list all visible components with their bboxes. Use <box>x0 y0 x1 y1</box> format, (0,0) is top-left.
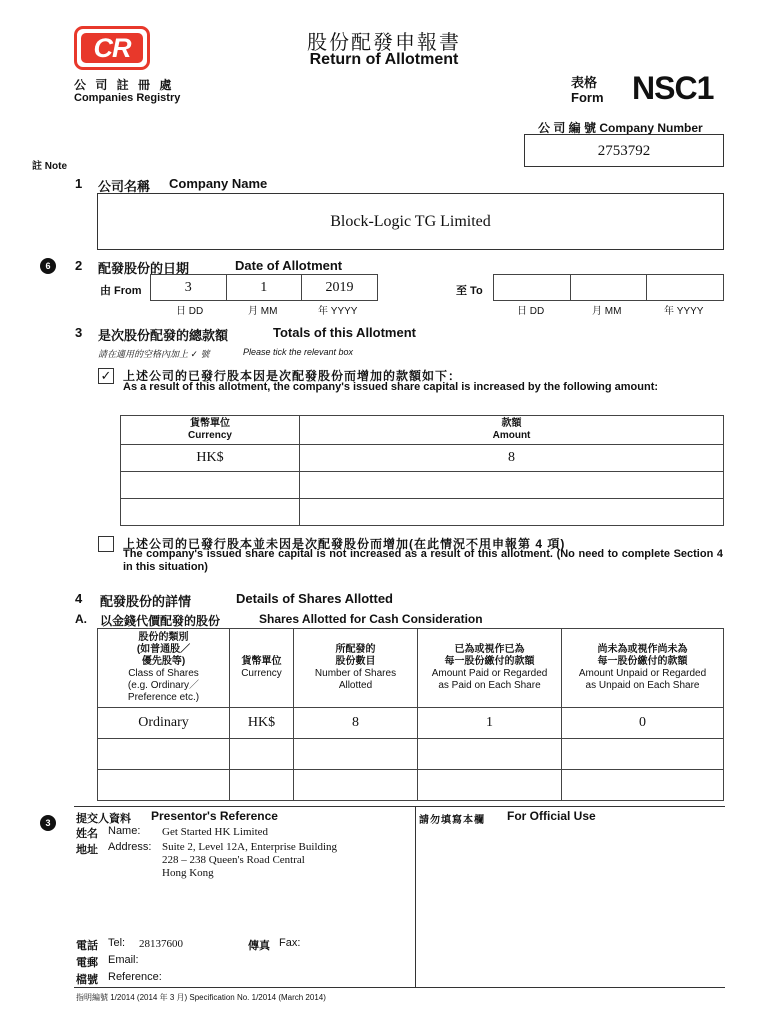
form-en: Form <box>571 90 604 105</box>
name-label-en: Name: <box>108 825 141 837</box>
section-2-label-en: Date of Allotment <box>235 258 343 273</box>
presentor-name[interactable]: Get Started HK Limited <box>162 826 269 838</box>
section-2-label-zh: 配發股份的日期 <box>98 261 190 276</box>
to-yyyy-label: 年 YYYY <box>664 306 704 317</box>
address-line: Suite 2, Level 12A, Enterprise Building <box>162 841 338 853</box>
shares-number-header: 所配發的 股份數目 Number of Shares Allotted <box>294 629 418 708</box>
address-line: 228 – 238 Queen's Road Central <box>162 854 305 866</box>
shares-table <box>97 628 724 801</box>
unpaid-cell[interactable] <box>562 739 724 770</box>
table-row <box>98 770 724 801</box>
shares-number-cell[interactable]: 8 <box>294 708 418 739</box>
amount-cell[interactable]: 8 <box>300 445 724 472</box>
currency-header: 貨幣單位 Currency <box>121 416 300 445</box>
currency-cell[interactable]: HK$ <box>230 708 294 739</box>
paid-header: 已為或視作已為 每一股份繳付的款額 Amount Paid or Regarded as Paid on Each Share <box>418 629 562 708</box>
fax-label-en: Fax: <box>279 937 301 949</box>
cr-logo-inner: CR <box>81 33 143 63</box>
instruction-en: Please tick the relevant box <box>243 347 354 357</box>
company-name-field[interactable]: Block-Logic TG Limited <box>97 193 724 250</box>
title-en: Return of Allotment <box>309 51 459 68</box>
section-1-label-zh: 公司名稱 <box>98 179 151 194</box>
section-4-number: 4 <box>75 591 83 606</box>
currency-cell[interactable] <box>230 770 294 801</box>
section-1-label-en: Company Name <box>169 176 268 191</box>
tel-label-en: Tel: <box>108 937 126 949</box>
registry-en: Companies Registry <box>74 92 181 104</box>
to-month-field[interactable] <box>570 275 647 301</box>
class-cell[interactable] <box>98 770 230 801</box>
reference-label-en: Reference: <box>108 971 162 983</box>
from-label: 由 From <box>100 285 142 297</box>
from-dd-label: 日 DD <box>176 306 204 317</box>
footer-specification: 指明編號 1/2014 (2014 年 3 月) Specification No. 1/2014 (March 2014) <box>76 993 326 1002</box>
class-cell[interactable] <box>98 739 230 770</box>
tel-label-zh: 電話 <box>76 940 98 952</box>
amount-cell[interactable] <box>300 472 724 499</box>
note-label: 註 Note <box>32 161 67 172</box>
table-row <box>98 708 724 739</box>
from-month-field[interactable]: 1 <box>226 275 302 301</box>
option-1-zh: 上述公司的已發行股本因是次配發股份而增加的款額如下： <box>123 369 462 383</box>
to-label: 至 To <box>456 285 483 297</box>
option-2-zh: 上述公司的已發行股本並未因是次配發股份而增加(在此情況不用申報第 4 項) <box>123 537 566 551</box>
paid-cell[interactable] <box>418 770 562 801</box>
presentor-title-en: Presentor's Reference <box>151 809 278 823</box>
email-label-en: Email: <box>108 954 139 966</box>
address-label-en: Address: <box>108 841 152 853</box>
paid-cell[interactable] <box>418 739 562 770</box>
section-4-label-zh: 配發股份的詳情 <box>100 594 192 609</box>
currency-cell[interactable] <box>230 739 294 770</box>
option-2-en: The company's issued share capital is not increased as a result of this allotment. (No need to complete Section 4 in this situation) <box>123 548 723 573</box>
amount-cell[interactable] <box>300 499 724 526</box>
section-3-number: 3 <box>75 325 83 340</box>
note-marker-6: 6 <box>40 258 56 274</box>
currency-header: 貨幣單位 Currency <box>230 629 294 708</box>
to-date-table <box>493 274 724 301</box>
subsection-zh: 以金錢代價配發的股份 <box>100 614 221 628</box>
subsection-letter: A. <box>75 612 87 626</box>
from-yyyy-label: 年 YYYY <box>318 306 358 317</box>
official-use-zh: 請勿填寫本欄 <box>419 815 485 826</box>
column-divider <box>415 806 416 988</box>
title-zh: 股份配發申報書 <box>307 32 461 54</box>
paid-cell[interactable]: 1 <box>418 708 562 739</box>
shares-number-cell[interactable] <box>294 770 418 801</box>
amount-header: 款額 Amount <box>300 416 724 445</box>
currency-cell[interactable] <box>121 472 300 499</box>
unpaid-cell[interactable]: 0 <box>562 708 724 739</box>
form-zh: 表格 <box>571 75 598 90</box>
currency-cell[interactable] <box>121 499 300 526</box>
subsection-en: Shares Allotted for Cash Consideration <box>259 612 483 626</box>
from-mm-label: 月 MM <box>248 306 278 317</box>
company-number-label: 公 司 編 號 Company Number <box>538 121 703 135</box>
instruction-zh: 請在適用的空格內加上 ✓ 號 <box>98 349 210 359</box>
currency-cell[interactable]: HK$ <box>121 445 300 472</box>
section-1-number: 1 <box>75 176 83 191</box>
increase-checkbox[interactable]: ✓ <box>98 368 114 384</box>
section-3-label-en: Totals of this Allotment <box>273 325 416 340</box>
form-code: NSC1 <box>632 70 714 106</box>
official-use-en: For Official Use <box>507 809 596 823</box>
presentor-title-zh: 提交人資料 <box>76 813 131 825</box>
email-label-zh: 電郵 <box>76 957 98 969</box>
to-year-field[interactable] <box>647 275 724 301</box>
unpaid-header: 尚未為或視作尚未為 每一股份繳付的款額 Amount Unpaid or Regarded as Unpaid on Each Share <box>562 629 724 708</box>
section-3-label-zh: 是次股份配發的總款額 <box>98 328 229 343</box>
section-2-number: 2 <box>75 258 83 273</box>
tel-value[interactable]: 28137600 <box>139 938 183 950</box>
from-day-field[interactable]: 3 <box>151 275 227 301</box>
to-dd-label: 日 DD <box>517 306 545 317</box>
reference-label-zh: 檔號 <box>76 974 98 986</box>
registry-zh: 公 司 註 冊 處 <box>74 78 175 92</box>
address-line: Hong Kong <box>162 867 214 879</box>
unpaid-cell[interactable] <box>562 770 724 801</box>
amount-table <box>120 415 724 526</box>
from-date-table <box>150 274 378 301</box>
fax-label-zh: 傳真 <box>248 940 270 952</box>
class-header: 股份的類別 (如普通股／ 優先股等) Class of Shares (e.g. Ordinary／ Preference etc.) <box>98 629 230 708</box>
table-row <box>98 739 724 770</box>
shares-number-cell[interactable] <box>294 739 418 770</box>
option-1-en: As a result of this allotment, the company's issued share capital is increased by the following amount: <box>123 381 659 393</box>
address-label-zh: 地址 <box>76 844 98 856</box>
name-label-zh: 姓名 <box>76 828 98 840</box>
class-cell[interactable]: Ordinary <box>98 708 230 739</box>
note-marker-3: 3 <box>40 815 56 831</box>
to-day-field[interactable] <box>494 275 571 301</box>
presentor-address[interactable] <box>162 841 337 880</box>
to-mm-label: 月 MM <box>592 306 622 317</box>
from-year-field[interactable]: 2019 <box>302 275 378 301</box>
no-increase-checkbox[interactable] <box>98 536 114 552</box>
company-number-field[interactable]: 2753792 <box>524 134 724 167</box>
section-4-label-en: Details of Shares Allotted <box>236 591 393 606</box>
